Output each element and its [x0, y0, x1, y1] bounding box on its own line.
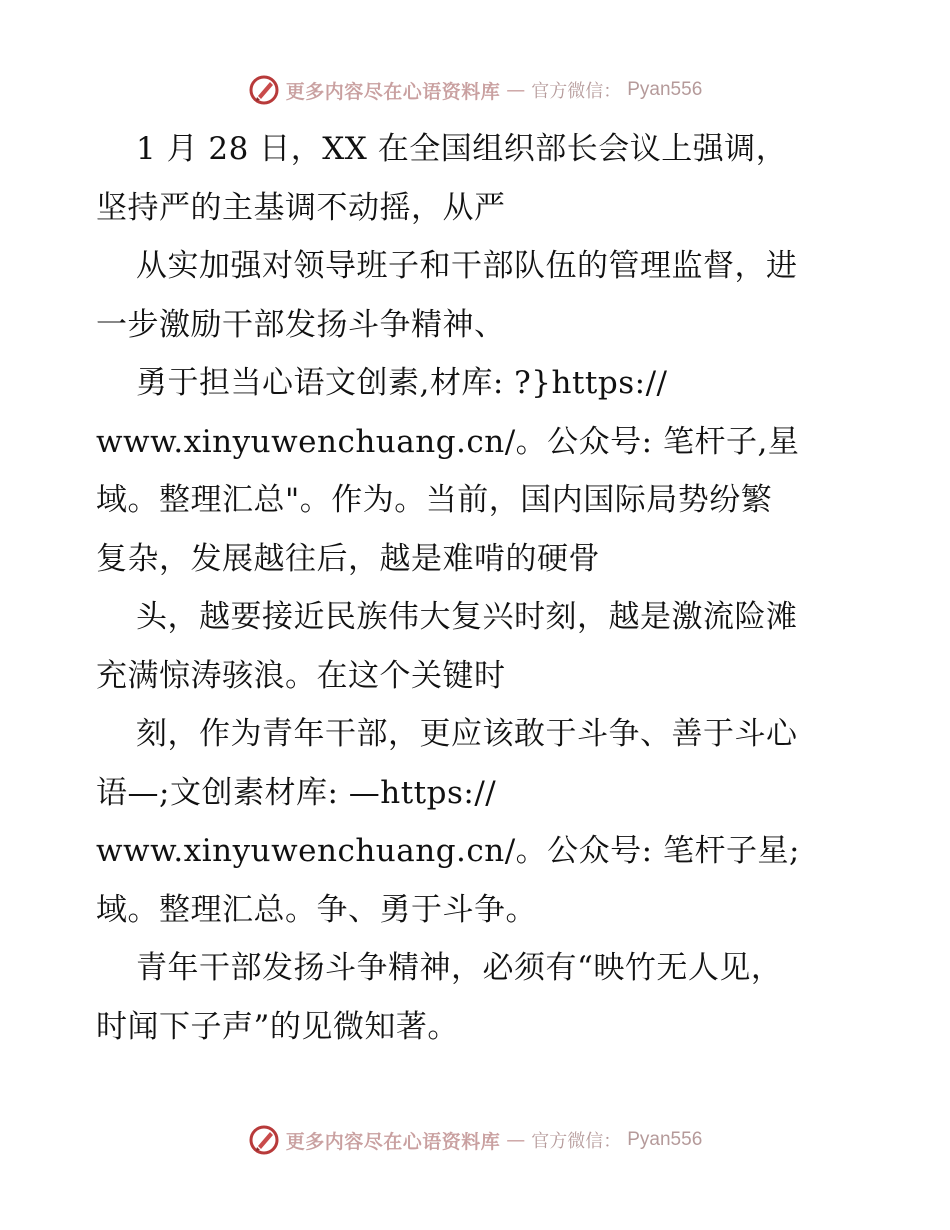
brand-logo-icon — [248, 1124, 280, 1156]
header-wechat-label: 官方微信： — [531, 81, 622, 102]
text-line: 1 月 28 日，XX 在全国组织部长会议上强调， — [136, 131, 788, 167]
footer-banner-separator: — — [506, 1129, 526, 1151]
text-line: 复杂，发展越往后，越是难啃的硬骨 — [96, 540, 600, 577]
text-line: 语—;文创素材库: —https:// — [96, 774, 497, 811]
document-body — [96, 120, 856, 1056]
text-line: www.xinyuwenchuang.cn/。公众号: 笔杆子星; — [96, 833, 800, 869]
header-banner-text: 更多内容尽在心语资料库 — [285, 80, 501, 103]
footer-banner — [0, 1120, 950, 1160]
text-line: 一步激励干部发扬斗争精神、 — [96, 306, 506, 343]
footer-banner-text: 更多内容尽在心语资料库 — [285, 1130, 501, 1153]
text-line: 域。整理汇总"。作为。当前，国内国际局势纷繁 — [96, 482, 773, 518]
text-line: 青年干部发扬斗争精神，必须有“映竹无人见， — [136, 950, 783, 986]
text-line: 时闻下子声”的见微知著。 — [96, 1008, 459, 1045]
footer-wechat-label: 官方微信： — [531, 1131, 622, 1152]
text-line: 从实加强对领导班子和干部队伍的管理监督，进 — [136, 248, 798, 284]
text-line: 勇于担当心语文创素,材库: ?}https:// — [136, 365, 668, 401]
text-line: 头，越要接近民族伟大复兴时刻，越是激流险滩 — [136, 599, 798, 635]
text-line: 充满惊涛骇浪。在这个关键时 — [96, 657, 506, 694]
text-line: 域。整理汇总。争、勇于斗争。 — [96, 891, 537, 928]
header-wechat-id: Pyan556 — [627, 79, 703, 100]
text-line: 刻，作为青年干部，更应该敢于斗争、善于斗心 — [136, 716, 798, 752]
text-line: 坚持严的主基调不动摇，从严 — [96, 189, 506, 226]
text-line: www.xinyuwenchuang.cn/。公众号: 笔杆子,星 — [96, 423, 800, 460]
brand-logo-icon — [248, 74, 280, 106]
footer-wechat-id: Pyan556 — [627, 1129, 703, 1150]
header-banner — [0, 70, 950, 110]
header-banner-separator: — — [506, 79, 526, 101]
body-text — [96, 120, 856, 1056]
